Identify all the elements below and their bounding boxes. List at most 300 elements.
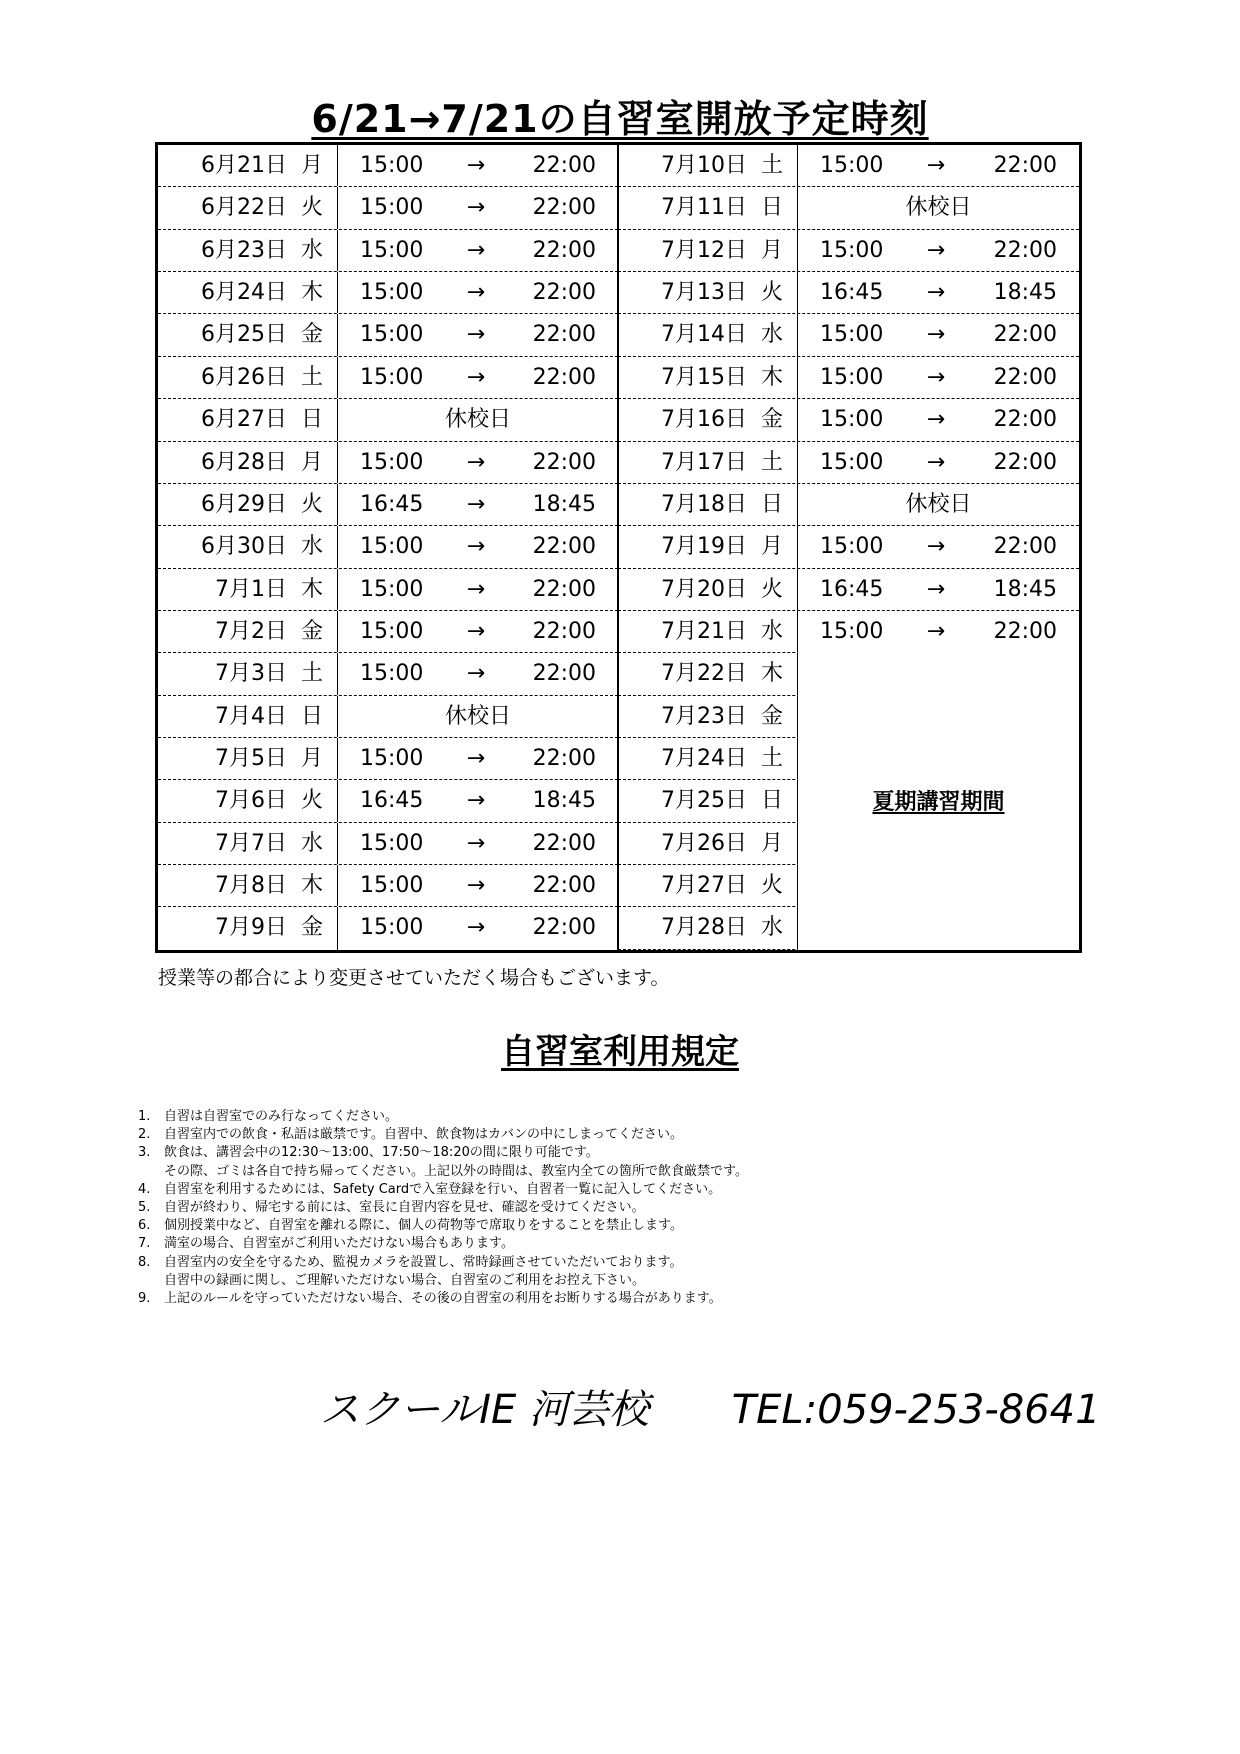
- rule-item: [138, 1290, 1138, 1308]
- weekday-label: 火: [300, 195, 323, 221]
- weekday-label: 火: [300, 491, 323, 517]
- rule-number: 7.: [138, 1236, 151, 1252]
- weekday-label: 土: [300, 661, 323, 687]
- date-label: 6月25日: [201, 322, 287, 348]
- arrow-icon: →: [466, 153, 486, 178]
- date-cell: [158, 484, 338, 525]
- arrow-icon: →: [926, 237, 946, 263]
- arrow-icon: →: [466, 237, 486, 263]
- date-cell: [158, 569, 338, 610]
- schedule-row: [618, 357, 1079, 399]
- arrow-icon: →: [926, 576, 946, 602]
- rule-text: 上記のルールを守っていただけない場合、その後の自習室の利用をお断りする場合があります。: [164, 1291, 722, 1307]
- arrow-icon: →: [466, 746, 486, 772]
- schedule-row: [618, 187, 1079, 229]
- date-cell: [618, 780, 798, 821]
- schedule-row: [158, 907, 618, 949]
- date-cell: [158, 823, 338, 864]
- rule-item: [138, 1181, 1138, 1199]
- date-label: 7月19日: [661, 534, 747, 560]
- start-time: 15:00: [820, 153, 884, 178]
- weekday-label: 金: [760, 703, 783, 729]
- date-label: 6月29日: [201, 491, 287, 517]
- weekday-label: 土: [760, 153, 783, 178]
- arrow-icon: →: [466, 491, 486, 517]
- date-cell: [618, 442, 798, 483]
- date-label: 6月22日: [201, 195, 287, 221]
- rule-item: [138, 1254, 1138, 1272]
- time-cell: [798, 187, 1079, 228]
- date-cell: [618, 399, 798, 440]
- end-time: 22:00: [532, 153, 596, 178]
- date-cell: [618, 865, 798, 906]
- date-cell: [158, 696, 338, 737]
- rule-item: [138, 1272, 1138, 1290]
- date-cell: [618, 484, 798, 525]
- date-cell: [158, 314, 338, 355]
- date-label: 6月26日: [201, 364, 287, 390]
- weekday-label: 水: [760, 915, 783, 941]
- time-cell: [798, 314, 1079, 355]
- schedule-row: [158, 823, 618, 865]
- schedule-row: [158, 484, 618, 526]
- date-label: 7月2日: [215, 618, 287, 644]
- arrow-icon: →: [466, 534, 486, 560]
- date-cell: [158, 780, 338, 821]
- rule-number: 4.: [138, 1181, 151, 1197]
- rule-text: 自習は自習室でのみ行なってください。: [164, 1109, 399, 1124]
- start-time: 15:00: [360, 153, 424, 178]
- date-cell: [618, 907, 798, 948]
- arrow-icon: →: [466, 830, 486, 856]
- date-cell: [618, 569, 798, 610]
- date-label: 7月16日: [661, 407, 747, 433]
- weekday-label: 木: [300, 576, 323, 602]
- arrow-icon: →: [466, 618, 486, 644]
- schedule-row: [618, 230, 1079, 272]
- arrow-icon: →: [926, 364, 946, 390]
- date-label: 7月21日: [661, 618, 747, 644]
- time-cell: [338, 442, 618, 483]
- weekday-label: 木: [300, 873, 323, 899]
- date-cell: [158, 738, 338, 779]
- weekday-label: 土: [300, 364, 323, 390]
- weekday-label: 火: [760, 576, 783, 602]
- date-cell: [618, 526, 798, 567]
- rule-item: [138, 1108, 1138, 1126]
- schedule-row: [618, 399, 1079, 441]
- rule-text: 自習室内での飲食・私語は厳禁です。自習中、飲食物はカバンの中にしまってください。: [164, 1127, 683, 1143]
- arrow-icon: →: [466, 449, 486, 475]
- rule-number: 8.: [138, 1254, 151, 1270]
- time-cell: [338, 738, 618, 779]
- date-label: 7月12日: [661, 237, 747, 263]
- time-cell: [338, 569, 618, 610]
- date-label: 7月22日: [661, 661, 747, 687]
- rule-item: [138, 1199, 1138, 1217]
- start-time: 15:00: [820, 237, 884, 263]
- rule-text: 自習中の録画に関し、ご理解いただけない場合、自習室のご利用をお控え下さい。: [164, 1272, 646, 1288]
- time-cell: [798, 611, 1079, 652]
- time-cell: [338, 780, 618, 821]
- end-time: 22:00: [532, 873, 596, 899]
- start-time: 15:00: [360, 534, 424, 560]
- date-label: 7月20日: [661, 576, 747, 602]
- time-cell: [798, 569, 1079, 610]
- end-time: 22:00: [532, 280, 596, 306]
- rule-number: 6.: [138, 1218, 151, 1234]
- schedule-row: [158, 653, 618, 695]
- date-label: 7月13日: [661, 280, 747, 306]
- time-cell: [338, 653, 618, 694]
- end-time: 22:00: [993, 153, 1057, 178]
- start-time: 15:00: [820, 534, 884, 560]
- date-label: 7月6日: [215, 788, 287, 814]
- weekday-label: 土: [760, 449, 783, 475]
- weekday-label: 水: [300, 237, 323, 263]
- schedule-row: [158, 314, 618, 356]
- end-time: 22:00: [532, 576, 596, 602]
- start-time: 15:00: [360, 364, 424, 390]
- weekday-label: 月: [300, 449, 323, 475]
- time-cell: [798, 357, 1079, 398]
- arrow-icon: →: [466, 364, 486, 390]
- start-time: 15:00: [820, 449, 884, 475]
- start-time: 15:00: [360, 449, 424, 475]
- date-cell: [158, 230, 338, 271]
- schedule-table: [155, 142, 1082, 953]
- time-cell: [338, 272, 618, 313]
- time-cell: [338, 357, 618, 398]
- date-cell: [618, 314, 798, 355]
- weekday-label: 月: [760, 534, 783, 560]
- arrow-icon: →: [926, 280, 946, 306]
- weekday-label: 月: [300, 746, 323, 772]
- rule-item: [138, 1163, 1138, 1181]
- date-cell: [618, 696, 798, 737]
- time-cell: [798, 145, 1079, 186]
- date-label: 7月3日: [215, 661, 287, 687]
- schedule-row: [158, 272, 618, 314]
- end-time: 22:00: [532, 618, 596, 644]
- end-time: 22:00: [532, 449, 596, 475]
- start-time: 15:00: [820, 407, 884, 433]
- date-label: 7月25日: [661, 788, 747, 814]
- end-time: 22:00: [532, 830, 596, 856]
- rule-text: 飲食は、講習会中の12:30～13:00、17:50～18:20の間に限り可能です。: [164, 1145, 599, 1161]
- weekday-label: 日: [300, 703, 323, 729]
- rule-text: その際、ゴミは各自で持ち帰ってください。上記以外の時間は、教室内全ての箇所で飲食厳禁です。: [164, 1163, 748, 1179]
- phone-number: TEL:059-253-8641: [731, 1387, 1101, 1433]
- schedule-row: [618, 145, 1079, 187]
- arrow-icon: →: [466, 195, 486, 221]
- date-cell: [158, 442, 338, 483]
- summer-course-label: 夏期講習期間: [798, 651, 1079, 950]
- arrow-icon: →: [926, 449, 946, 475]
- schedule-row: [158, 569, 618, 611]
- rules-list: [138, 1108, 1138, 1308]
- closed-label: 休校日: [444, 407, 511, 433]
- time-cell: [338, 145, 618, 186]
- date-label: 7月26日: [661, 830, 747, 856]
- date-label: 7月10日: [661, 153, 747, 178]
- weekday-label: 水: [760, 618, 783, 644]
- schedule-row: [158, 865, 618, 907]
- rule-text: 自習が終わり、帰宅する前には、室長に自習内容を見せ、確認を受けてください。: [164, 1200, 645, 1216]
- rule-text: 自習室を利用するためには、Safety Cardで入室登録を行い、自習者一覧に記入してください。: [164, 1181, 722, 1197]
- schedule-left-column: [158, 145, 618, 950]
- date-label: 7月9日: [215, 915, 287, 941]
- time-cell: [338, 823, 618, 864]
- date-cell: [618, 611, 798, 652]
- arrow-icon: →: [466, 322, 486, 348]
- time-cell: [338, 865, 618, 906]
- date-label: 7月11日: [661, 195, 747, 221]
- date-cell: [158, 526, 338, 567]
- end-time: 18:45: [993, 280, 1057, 306]
- date-label: 7月17日: [661, 449, 747, 475]
- date-label: 7月1日: [215, 576, 287, 602]
- end-time: 22:00: [993, 364, 1057, 390]
- schedule-row: [618, 272, 1079, 314]
- date-label: 7月27日: [661, 873, 747, 899]
- schedule-row: [158, 399, 618, 441]
- weekday-label: 月: [300, 153, 323, 178]
- time-cell: [338, 484, 618, 525]
- date-cell: [158, 187, 338, 228]
- end-time: 22:00: [532, 364, 596, 390]
- schedule-row: [618, 314, 1079, 356]
- start-time: 16:45: [820, 576, 884, 602]
- start-time: 15:00: [820, 618, 884, 644]
- rule-item: [138, 1217, 1138, 1235]
- start-time: 16:45: [820, 280, 884, 306]
- date-cell: [618, 145, 798, 186]
- date-cell: [618, 823, 798, 864]
- weekday-label: 火: [760, 873, 783, 899]
- rule-number: 5.: [138, 1200, 151, 1216]
- end-time: 18:45: [993, 576, 1057, 602]
- rule-number: 9.: [138, 1291, 151, 1307]
- end-time: 22:00: [993, 618, 1057, 644]
- time-cell: [798, 484, 1079, 525]
- start-time: 15:00: [360, 322, 424, 348]
- start-time: 16:45: [360, 491, 424, 517]
- arrow-icon: →: [466, 873, 486, 899]
- school-name: スクールIE 河芸校: [320, 1387, 649, 1433]
- end-time: 22:00: [993, 237, 1057, 263]
- end-time: 22:00: [532, 195, 596, 221]
- date-label: 7月7日: [215, 830, 287, 856]
- date-label: 7月15日: [661, 364, 747, 390]
- date-cell: [618, 653, 798, 694]
- page-title: 6/21→7/21の自習室開放予定時刻: [311, 97, 929, 141]
- date-label: 6月21日: [201, 153, 287, 178]
- date-label: 6月28日: [201, 449, 287, 475]
- rule-number: [138, 1272, 164, 1290]
- end-time: 22:00: [993, 534, 1057, 560]
- arrow-icon: →: [926, 153, 946, 178]
- weekday-label: 日: [760, 491, 783, 517]
- schedule-row: [158, 611, 618, 653]
- date-cell: [158, 357, 338, 398]
- end-time: 22:00: [532, 322, 596, 348]
- start-time: 16:45: [360, 788, 424, 814]
- date-label: 7月23日: [661, 703, 747, 729]
- date-cell: [618, 187, 798, 228]
- date-label: 6月24日: [201, 280, 287, 306]
- weekday-label: 木: [300, 280, 323, 306]
- date-cell: [618, 230, 798, 271]
- start-time: 15:00: [360, 618, 424, 644]
- time-cell: [798, 399, 1079, 440]
- weekday-label: 木: [760, 661, 783, 687]
- weekday-label: 火: [300, 788, 323, 814]
- date-label: 6月30日: [201, 534, 287, 560]
- arrow-icon: →: [466, 661, 486, 687]
- weekday-label: 金: [300, 322, 323, 348]
- arrow-icon: →: [466, 788, 486, 814]
- time-cell: [338, 907, 618, 949]
- date-label: 7月28日: [661, 915, 747, 941]
- start-time: 15:00: [360, 237, 424, 263]
- rule-item: [138, 1144, 1138, 1162]
- schedule-row: [158, 780, 618, 822]
- arrow-icon: →: [926, 407, 946, 433]
- weekday-label: 木: [760, 364, 783, 390]
- start-time: 15:00: [360, 576, 424, 602]
- rule-number: 2.: [138, 1127, 151, 1143]
- date-label: 7月8日: [215, 873, 287, 899]
- start-time: 15:00: [820, 364, 884, 390]
- end-time: 22:00: [993, 322, 1057, 348]
- weekday-label: 水: [300, 830, 323, 856]
- rule-number: 3.: [138, 1145, 151, 1161]
- time-cell: [338, 611, 618, 652]
- time-cell: [338, 526, 618, 567]
- closed-label: 休校日: [905, 491, 972, 517]
- weekday-label: 火: [760, 280, 783, 306]
- weekday-label: 金: [760, 407, 783, 433]
- schedule-row: [618, 442, 1079, 484]
- date-label: 7月4日: [215, 703, 287, 729]
- start-time: 15:00: [360, 280, 424, 306]
- weekday-label: 月: [760, 237, 783, 263]
- closed-label: 休校日: [905, 195, 972, 221]
- time-cell: [798, 442, 1079, 483]
- time-cell: [338, 230, 618, 271]
- schedule-right-column: [618, 145, 1079, 950]
- rule-number: [138, 1163, 164, 1181]
- rule-text: 自習室内の安全を守るため、監視カメラを設置し、常時録画させていただいております。: [164, 1254, 683, 1270]
- schedule-note: 授業等の都合により変更させていただく場合もございます。: [158, 967, 670, 989]
- weekday-label: 日: [760, 195, 783, 221]
- time-cell: [798, 272, 1079, 313]
- date-cell: [158, 145, 338, 186]
- end-time: 22:00: [532, 661, 596, 687]
- arrow-icon: →: [466, 280, 486, 306]
- end-time: 22:00: [532, 237, 596, 263]
- schedule-row: [158, 187, 618, 229]
- rule-item: [138, 1126, 1138, 1144]
- weekday-label: 月: [760, 830, 783, 856]
- weekday-label: 水: [300, 534, 323, 560]
- date-cell: [618, 272, 798, 313]
- start-time: 15:00: [820, 322, 884, 348]
- end-time: 22:00: [532, 746, 596, 772]
- date-label: 6月23日: [201, 237, 287, 263]
- date-cell: [618, 738, 798, 779]
- schedule-row: [158, 526, 618, 568]
- time-cell: [338, 696, 618, 737]
- date-cell: [158, 272, 338, 313]
- schedule-row: [158, 738, 618, 780]
- rule-item: [138, 1235, 1138, 1253]
- date-label: 7月24日: [661, 746, 747, 772]
- schedule-row: [618, 569, 1079, 611]
- weekday-label: 水: [760, 322, 783, 348]
- schedule-row: [158, 696, 618, 738]
- date-cell: [158, 653, 338, 694]
- rules-title: 自習室利用規定: [501, 1032, 739, 1072]
- end-time: 22:00: [532, 534, 596, 560]
- time-cell: [338, 187, 618, 228]
- date-label: 7月5日: [215, 746, 287, 772]
- schedule-row: [158, 357, 618, 399]
- rule-text: 満室の場合、自習室がご利用いただけない場合もあります。: [164, 1236, 514, 1252]
- schedule-row: [618, 526, 1079, 568]
- weekday-label: 日: [300, 407, 323, 433]
- date-cell: [158, 399, 338, 440]
- weekday-label: 土: [760, 746, 783, 772]
- time-cell: [798, 526, 1079, 567]
- date-cell: [158, 907, 338, 949]
- end-time: 22:00: [993, 407, 1057, 433]
- rule-text: 個別授業中など、自習室を離れる際に、個人の荷物等で席取りをすることを禁止します。: [164, 1218, 683, 1234]
- date-label: 6月27日: [201, 407, 287, 433]
- schedule-row: [158, 442, 618, 484]
- arrow-icon: →: [466, 915, 486, 941]
- schedule-row: [158, 230, 618, 272]
- time-cell: [798, 230, 1079, 271]
- footer: [320, 1378, 1101, 1435]
- start-time: 15:00: [360, 195, 424, 221]
- closed-label: 休校日: [444, 703, 511, 729]
- arrow-icon: →: [466, 576, 486, 602]
- start-time: 15:00: [360, 873, 424, 899]
- date-cell: [618, 357, 798, 398]
- time-cell: [338, 399, 618, 440]
- start-time: 15:00: [360, 661, 424, 687]
- arrow-icon: →: [926, 534, 946, 560]
- date-cell: [158, 611, 338, 652]
- weekday-label: 金: [300, 618, 323, 644]
- arrow-icon: →: [926, 618, 946, 644]
- end-time: 22:00: [993, 449, 1057, 475]
- end-time: 18:45: [532, 491, 596, 517]
- rule-number: 1.: [138, 1109, 151, 1124]
- start-time: 15:00: [360, 830, 424, 856]
- date-cell: [158, 865, 338, 906]
- end-time: 22:00: [532, 915, 596, 941]
- start-time: 15:00: [360, 746, 424, 772]
- schedule-row: [618, 484, 1079, 526]
- start-time: 15:00: [360, 915, 424, 941]
- schedule-row: [158, 145, 618, 187]
- arrow-icon: →: [926, 322, 946, 348]
- date-label: 7月18日: [661, 491, 747, 517]
- end-time: 18:45: [532, 788, 596, 814]
